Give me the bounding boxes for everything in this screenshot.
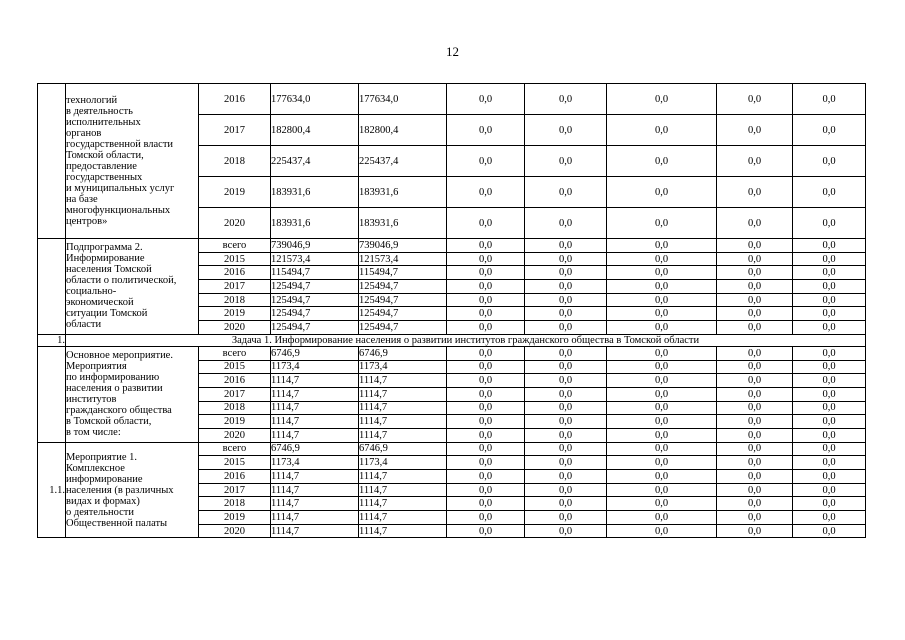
activity-name-line: в Томской области, [66, 416, 152, 428]
col-9-cell: 0,0 [793, 524, 866, 538]
activity-name-line: информирование [66, 473, 143, 485]
activity-name-line: предоставление [66, 161, 137, 172]
local-cell: 0,0 [525, 511, 607, 525]
activity-name-line: Томской области, [66, 150, 144, 161]
col-9-cell: 0,0 [793, 321, 866, 335]
year-cell: 2019 [199, 415, 271, 429]
total-cell: 182800,4 [271, 115, 359, 146]
col-8-cell: 0,0 [717, 346, 793, 360]
col-9-cell: 0,0 [793, 115, 866, 146]
extra-cell: 0,0 [607, 415, 717, 429]
col-8-cell: 0,0 [717, 208, 793, 239]
budget-cell: 1114,7 [359, 511, 447, 525]
col-8-cell: 0,0 [717, 483, 793, 497]
federal-cell: 0,0 [447, 346, 525, 360]
extra-cell: 0,0 [607, 177, 717, 208]
extra-cell: 0,0 [607, 239, 717, 253]
table-row [38, 84, 866, 115]
extra-cell: 0,0 [607, 428, 717, 442]
federal-cell: 0,0 [447, 266, 525, 280]
total-cell: 1114,7 [271, 428, 359, 442]
extra-cell: 0,0 [607, 524, 717, 538]
local-cell: 0,0 [525, 387, 607, 401]
extra-cell: 0,0 [607, 307, 717, 321]
col-8-cell: 0,0 [717, 252, 793, 266]
col-8-cell: 0,0 [717, 428, 793, 442]
budget-cell: 125494,7 [359, 280, 447, 294]
federal-cell: 0,0 [447, 307, 525, 321]
col-9-cell: 0,0 [793, 387, 866, 401]
year-cell: 2020 [199, 321, 271, 335]
activity-name-line: области о политической, [66, 275, 177, 287]
local-cell: 0,0 [525, 115, 607, 146]
col-8-cell: 0,0 [717, 415, 793, 429]
col-9-cell: 0,0 [793, 293, 866, 307]
col-9-cell: 0,0 [793, 84, 866, 115]
col-9-cell: 0,0 [793, 374, 866, 388]
federal-cell: 0,0 [447, 415, 525, 429]
task-row [38, 334, 866, 346]
col-8-cell: 0,0 [717, 293, 793, 307]
col-8-cell: 0,0 [717, 470, 793, 484]
col-8-cell: 0,0 [717, 146, 793, 177]
year-cell: 2017 [199, 115, 271, 146]
year-cell: 2015 [199, 456, 271, 470]
local-cell: 0,0 [525, 456, 607, 470]
total-cell: 125494,7 [271, 293, 359, 307]
federal-cell: 0,0 [447, 280, 525, 294]
federal-cell: 0,0 [447, 511, 525, 525]
budget-cell: 1114,7 [359, 470, 447, 484]
federal-cell: 0,0 [447, 177, 525, 208]
year-cell: 2016 [199, 266, 271, 280]
activity-name-line: социально- [66, 286, 117, 298]
total-cell: 1114,7 [271, 524, 359, 538]
col-9-cell: 0,0 [793, 239, 866, 253]
year-cell: 2019 [199, 307, 271, 321]
year-cell: 2017 [199, 387, 271, 401]
activity-name-line: исполнительных [66, 117, 141, 128]
year-cell: 2020 [199, 428, 271, 442]
federal-cell: 0,0 [447, 387, 525, 401]
extra-cell: 0,0 [607, 360, 717, 374]
total-cell: 125494,7 [271, 307, 359, 321]
total-cell: 1173,4 [271, 360, 359, 374]
extra-cell: 0,0 [607, 321, 717, 335]
federal-cell: 0,0 [447, 84, 525, 115]
local-cell: 0,0 [525, 293, 607, 307]
local-cell: 0,0 [525, 239, 607, 253]
budget-cell: 125494,7 [359, 293, 447, 307]
total-cell: 1114,7 [271, 401, 359, 415]
local-cell: 0,0 [525, 252, 607, 266]
year-cell: 2019 [199, 177, 271, 208]
extra-cell: 0,0 [607, 511, 717, 525]
task-title: Задача 1. Информирование населения о развитии институтов гражданского общества в Томской области [66, 334, 866, 346]
local-cell: 0,0 [525, 321, 607, 335]
extra-cell: 0,0 [607, 115, 717, 146]
activity-name [66, 84, 199, 239]
col-9-cell: 0,0 [793, 456, 866, 470]
total-cell: 6746,9 [271, 442, 359, 456]
activity-name-line: Мероприятия [66, 361, 127, 373]
extra-cell: 0,0 [607, 84, 717, 115]
activity-name-line: Комплексное [66, 462, 125, 474]
total-cell: 1114,7 [271, 415, 359, 429]
col-8-cell: 0,0 [717, 266, 793, 280]
local-cell: 0,0 [525, 483, 607, 497]
year-cell: 2017 [199, 483, 271, 497]
year-cell: 2019 [199, 511, 271, 525]
row-index [38, 84, 66, 239]
local-cell: 0,0 [525, 524, 607, 538]
activity-name-line: населения Томской [66, 264, 152, 276]
extra-cell: 0,0 [607, 483, 717, 497]
task-index: 1. [38, 334, 66, 346]
col-8-cell: 0,0 [717, 442, 793, 456]
federal-cell: 0,0 [447, 428, 525, 442]
budget-table [37, 83, 866, 538]
local-cell: 0,0 [525, 84, 607, 115]
activity-name-line: Информирование [66, 253, 145, 265]
activity-name-line: и муниципальных услуг [66, 183, 175, 194]
extra-cell: 0,0 [607, 266, 717, 280]
activity-name-line: по информированию [66, 372, 160, 384]
col-8-cell: 0,0 [717, 497, 793, 511]
budget-cell: 125494,7 [359, 307, 447, 321]
row-index: 1.1. [38, 442, 66, 538]
year-cell: 2015 [199, 252, 271, 266]
activity-name-line: Основное мероприятие. [66, 350, 173, 362]
total-cell: 1114,7 [271, 497, 359, 511]
budget-cell: 1173,4 [359, 456, 447, 470]
total-cell: 177634,0 [271, 84, 359, 115]
col-8-cell: 0,0 [717, 456, 793, 470]
local-cell: 0,0 [525, 346, 607, 360]
year-cell: 2018 [199, 146, 271, 177]
extra-cell: 0,0 [607, 252, 717, 266]
total-cell: 1114,7 [271, 387, 359, 401]
year-cell: 2016 [199, 374, 271, 388]
extra-cell: 0,0 [607, 470, 717, 484]
col-8-cell: 0,0 [717, 307, 793, 321]
total-cell: 183931,6 [271, 177, 359, 208]
activity-name-line: населения (в различных [66, 484, 174, 496]
col-8-cell: 0,0 [717, 511, 793, 525]
local-cell: 0,0 [525, 415, 607, 429]
budget-cell: 1114,7 [359, 524, 447, 538]
activity-name-line: населения о развитии [66, 383, 163, 395]
extra-cell: 0,0 [607, 401, 717, 415]
activity-name-line: Общественной палаты [66, 517, 168, 529]
activity-name-line: ситуации Томской [66, 308, 148, 320]
local-cell: 0,0 [525, 208, 607, 239]
federal-cell: 0,0 [447, 442, 525, 456]
col-8-cell: 0,0 [717, 280, 793, 294]
activity-name-line: Подпрограмма 2. [66, 242, 143, 254]
col-9-cell: 0,0 [793, 428, 866, 442]
federal-cell: 0,0 [447, 208, 525, 239]
col-8-cell: 0,0 [717, 524, 793, 538]
federal-cell: 0,0 [447, 321, 525, 335]
col-9-cell: 0,0 [793, 252, 866, 266]
local-cell: 0,0 [525, 470, 607, 484]
extra-cell: 0,0 [607, 374, 717, 388]
activity-name-line: о деятельности [66, 506, 134, 518]
total-cell: 1114,7 [271, 511, 359, 525]
local-cell: 0,0 [525, 266, 607, 280]
total-cell: 1173,4 [271, 456, 359, 470]
total-cell: 115494,7 [271, 266, 359, 280]
activity-name [66, 239, 199, 335]
total-cell: 125494,7 [271, 321, 359, 335]
year-cell: 2017 [199, 280, 271, 294]
budget-cell: 1114,7 [359, 374, 447, 388]
page-number: 12 [446, 44, 459, 59]
activity-name-line: в том числе: [66, 427, 121, 439]
federal-cell: 0,0 [447, 401, 525, 415]
budget-cell: 183931,6 [359, 208, 447, 239]
local-cell: 0,0 [525, 401, 607, 415]
local-cell: 0,0 [525, 280, 607, 294]
federal-cell: 0,0 [447, 360, 525, 374]
budget-cell: 1114,7 [359, 428, 447, 442]
federal-cell: 0,0 [447, 239, 525, 253]
federal-cell: 0,0 [447, 524, 525, 538]
col-8-cell: 0,0 [717, 321, 793, 335]
federal-cell: 0,0 [447, 115, 525, 146]
col-8-cell: 0,0 [717, 387, 793, 401]
budget-cell: 1114,7 [359, 483, 447, 497]
federal-cell: 0,0 [447, 293, 525, 307]
col-9-cell: 0,0 [793, 470, 866, 484]
activity-name [66, 442, 199, 538]
table-row [38, 239, 866, 253]
year-cell: всего [199, 239, 271, 253]
activity-name-line: институтов [66, 394, 117, 406]
activity-name-line: на базе [66, 194, 98, 205]
federal-cell: 0,0 [447, 456, 525, 470]
total-cell: 125494,7 [271, 280, 359, 294]
extra-cell: 0,0 [607, 497, 717, 511]
federal-cell: 0,0 [447, 483, 525, 497]
local-cell: 0,0 [525, 307, 607, 321]
year-cell: 2016 [199, 470, 271, 484]
col-9-cell: 0,0 [793, 307, 866, 321]
activity-name-line: области [66, 319, 102, 331]
budget-cell: 125494,7 [359, 321, 447, 335]
activity-name-line: в деятельность [66, 106, 133, 117]
budget-cell: 121573,4 [359, 252, 447, 266]
budget-cell: 1114,7 [359, 415, 447, 429]
activity-name-line: гражданского общества [66, 405, 172, 417]
extra-cell: 0,0 [607, 346, 717, 360]
extra-cell: 0,0 [607, 387, 717, 401]
activity-name-line: видах и формах) [66, 495, 140, 507]
budget-cell: 1114,7 [359, 387, 447, 401]
year-cell: всего [199, 346, 271, 360]
col-8-cell: 0,0 [717, 401, 793, 415]
year-cell: 2018 [199, 293, 271, 307]
total-cell: 739046,9 [271, 239, 359, 253]
extra-cell: 0,0 [607, 442, 717, 456]
activity-name [66, 346, 199, 442]
activity-name-line: Мероприятие 1. [66, 451, 138, 463]
col-8-cell: 0,0 [717, 177, 793, 208]
budget-cell: 177634,0 [359, 84, 447, 115]
col-9-cell: 0,0 [793, 146, 866, 177]
budget-cell: 6746,9 [359, 442, 447, 456]
col-9-cell: 0,0 [793, 360, 866, 374]
col-9-cell: 0,0 [793, 511, 866, 525]
col-9-cell: 0,0 [793, 266, 866, 280]
extra-cell: 0,0 [607, 146, 717, 177]
activity-name-line: технологий [66, 95, 118, 106]
budget-cell: 1173,4 [359, 360, 447, 374]
col-8-cell: 0,0 [717, 360, 793, 374]
row-index [38, 239, 66, 335]
total-cell: 183931,6 [271, 208, 359, 239]
col-9-cell: 0,0 [793, 346, 866, 360]
extra-cell: 0,0 [607, 208, 717, 239]
table-row [38, 346, 866, 360]
extra-cell: 0,0 [607, 293, 717, 307]
federal-cell: 0,0 [447, 470, 525, 484]
extra-cell: 0,0 [607, 456, 717, 470]
budget-cell: 739046,9 [359, 239, 447, 253]
extra-cell: 0,0 [607, 280, 717, 294]
total-cell: 1114,7 [271, 483, 359, 497]
local-cell: 0,0 [525, 442, 607, 456]
total-cell: 1114,7 [271, 374, 359, 388]
col-9-cell: 0,0 [793, 497, 866, 511]
year-cell: 2018 [199, 497, 271, 511]
local-cell: 0,0 [525, 146, 607, 177]
year-cell: 2016 [199, 84, 271, 115]
activity-name-line: органов [66, 128, 102, 139]
col-9-cell: 0,0 [793, 177, 866, 208]
federal-cell: 0,0 [447, 497, 525, 511]
activity-name-line: многофункциональных [66, 205, 171, 216]
col-9-cell: 0,0 [793, 401, 866, 415]
local-cell: 0,0 [525, 360, 607, 374]
year-cell: 2020 [199, 524, 271, 538]
budget-cell: 6746,9 [359, 346, 447, 360]
budget-cell: 182800,4 [359, 115, 447, 146]
total-cell: 1114,7 [271, 470, 359, 484]
year-cell: 2020 [199, 208, 271, 239]
activity-name-line: экономической [66, 297, 134, 309]
total-cell: 6746,9 [271, 346, 359, 360]
col-8-cell: 0,0 [717, 84, 793, 115]
year-cell: всего [199, 442, 271, 456]
local-cell: 0,0 [525, 177, 607, 208]
table-body [38, 84, 866, 538]
year-cell: 2015 [199, 360, 271, 374]
federal-cell: 0,0 [447, 374, 525, 388]
local-cell: 0,0 [525, 497, 607, 511]
activity-name-line: государственных [66, 172, 143, 183]
activity-name-line: государственной власти [66, 139, 174, 150]
local-cell: 0,0 [525, 374, 607, 388]
col-9-cell: 0,0 [793, 442, 866, 456]
local-cell: 0,0 [525, 428, 607, 442]
budget-cell: 115494,7 [359, 266, 447, 280]
total-cell: 225437,4 [271, 146, 359, 177]
col-9-cell: 0,0 [793, 483, 866, 497]
col-9-cell: 0,0 [793, 208, 866, 239]
budget-cell: 1114,7 [359, 497, 447, 511]
activity-name-line: центров» [66, 216, 108, 227]
col-9-cell: 0,0 [793, 415, 866, 429]
budget-cell: 225437,4 [359, 146, 447, 177]
col-8-cell: 0,0 [717, 374, 793, 388]
row-index [38, 346, 66, 442]
total-cell: 121573,4 [271, 252, 359, 266]
col-8-cell: 0,0 [717, 115, 793, 146]
budget-cell: 183931,6 [359, 177, 447, 208]
year-cell: 2018 [199, 401, 271, 415]
federal-cell: 0,0 [447, 252, 525, 266]
federal-cell: 0,0 [447, 146, 525, 177]
col-9-cell: 0,0 [793, 280, 866, 294]
table-row [38, 442, 866, 456]
budget-cell: 1114,7 [359, 401, 447, 415]
col-8-cell: 0,0 [717, 239, 793, 253]
